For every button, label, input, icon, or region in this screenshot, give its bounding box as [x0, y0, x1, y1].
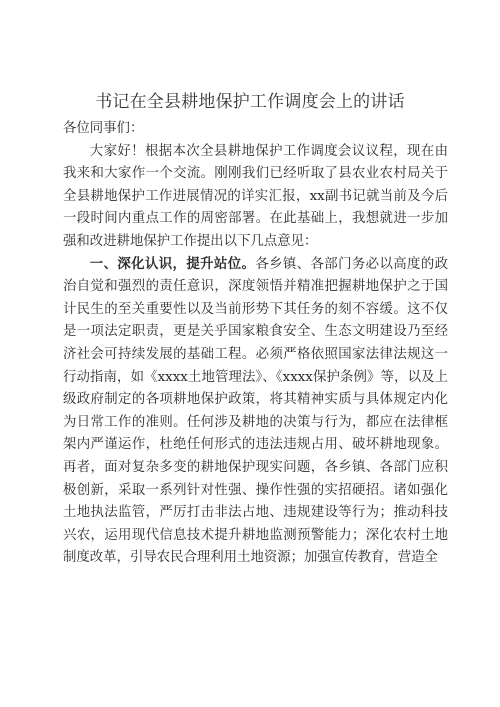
document-title: 书记在全县耕地保护工作调度会上的讲话 — [95, 92, 405, 112]
greeting: 各位同事们： — [63, 121, 144, 136]
section-1-text: 各乡镇、各部门务必以高度的政治自觉和强烈的责任意识，深度领悟并精准把握耕地保护之于国计民生的至关重要性以及当前形势下其任务的刻不容缓。这不仅是一项法定职责，更是关乎国家粮食安全、生态文明建设乃至经济社会可持续发展的基础工程。必须严格依照国家法律法规这一行动指南，如《xxxx土地管理法》、《xxxx保护条例》等，以及上级政府制定的各项耕地保护政策，将其精神实质与具体规定内化为日常工作的准则。任何涉及耕地的决策与行为，都应在法律框架内严谨运作，杜绝任何形式的违法违规占用、破坏耕地现象。再者，面对复杂多变的耕地保护现实问题，各乡镇、各部门应积极创新，采取一系列针对性强、操作性强的实招硬招。诸如强化土地执法监管，严厉打击非法占地、违规建设等行为；推动科技兴农，运用现代信息技术提升耕地监测预警能力；深化农村土地制度改革，引导农民合理利用土地资源；加强宣传教育，营造全 — [63, 256, 449, 566]
section-1-heading: 一、深化认识，提升站位。 — [89, 256, 256, 272]
document-body — [63, 118, 448, 570]
intro-paragraph: 大家好！根据本次全县耕地保护工作调度会议议程，现在由我来和大家作一个交流。刚刚我们已经听取了县农业农村局关于全县耕地保护工作进展情况的详实汇报，xx副书记就当前及今后一段时间内重点工作的周密部署。在此基础上，我想就进一步加强和改进耕地保护工作提出以下几点意见： — [63, 143, 448, 249]
section-1-paragraph — [63, 254, 448, 570]
